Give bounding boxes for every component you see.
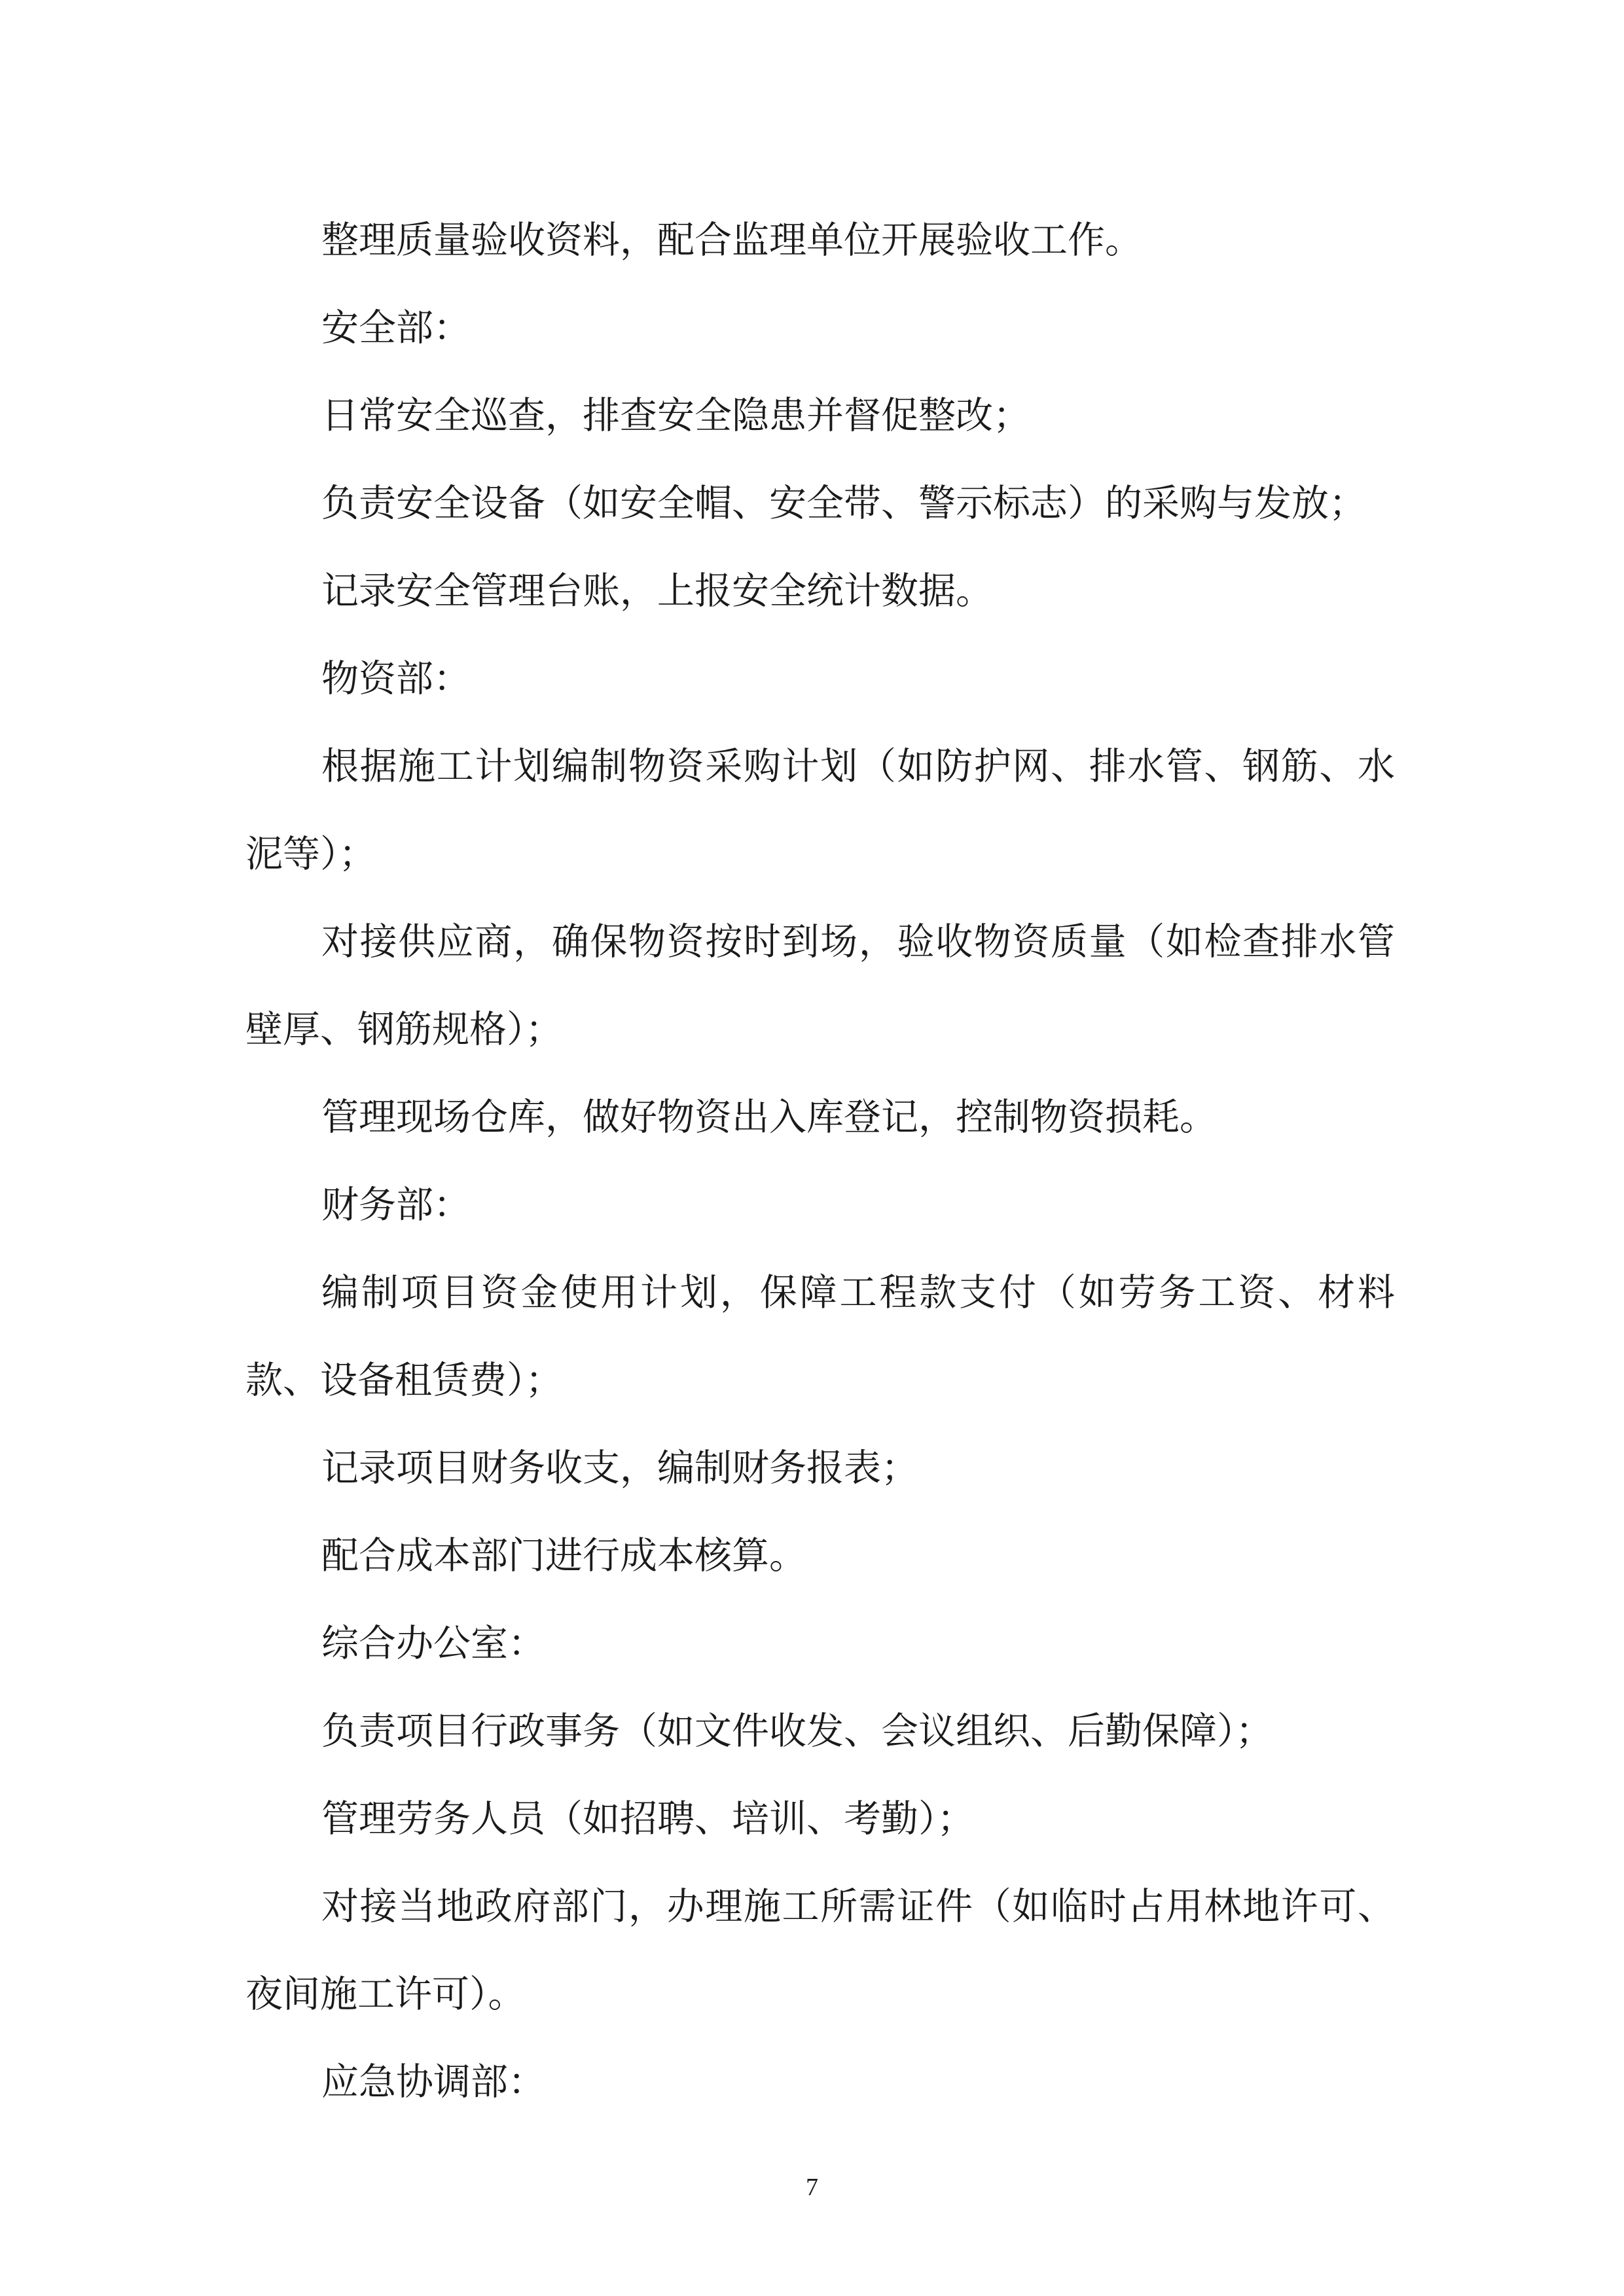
paragraph-government-permits: 对接当地政府部门，办理施工所需证件（如临时占用林地许可、夜间施工许可）。 — [245, 1885, 1395, 2016]
heading-safety-dept: 安全部： — [321, 306, 471, 350]
paragraph-acceptance-docs: 整理质量验收资料，配合监理单位开展验收工作。 — [321, 219, 1142, 262]
paragraph-labor-management: 管理劳务人员（如招聘、培训、考勤）； — [321, 1797, 975, 1840]
heading-emergency-dept: 应急协调部： — [321, 2060, 545, 2104]
paragraph-supplier: 对接供应商，确保物资按时到场，验收物资质量（如检查排水管壁厚、钢筋规格）； — [245, 920, 1395, 1051]
heading-general-office: 综合办公室： — [321, 1622, 545, 1665]
paragraph-cost-accounting: 配合成本部门进行成本核算。 — [321, 1534, 806, 1577]
paragraph-financial-records: 记录项目财务收支，编制财务报表； — [321, 1446, 918, 1490]
paragraph-warehouse: 管理现场仓库，做好物资出入库登记，控制物资损耗。 — [321, 1096, 1217, 1139]
paragraph-safety-inspection: 日常安全巡查，排查安全隐患并督促整改； — [321, 394, 1030, 437]
heading-materials-dept: 物资部： — [321, 657, 471, 700]
paragraph-safety-equipment: 负责安全设备（如安全帽、安全带、警示标志）的采购与发放； — [321, 482, 1366, 525]
paragraph-safety-ledger: 记录安全管理台账，上报安全统计数据。 — [321, 569, 993, 613]
paragraph-procurement-plan: 根据施工计划编制物资采购计划（如防护网、排水管、钢筋、水泥等）； — [245, 745, 1395, 876]
paragraph-admin-affairs: 负责项目行政事务（如文件收发、会议组织、后勤保障）； — [321, 1710, 1273, 1753]
paragraph-funding-plan: 编制项目资金使用计划，保障工程款支付（如劳务工资、材料款、设备租赁费）； — [245, 1271, 1395, 1402]
page-number: 7 — [806, 2174, 818, 2201]
heading-finance-dept: 财务部： — [321, 1183, 471, 1227]
